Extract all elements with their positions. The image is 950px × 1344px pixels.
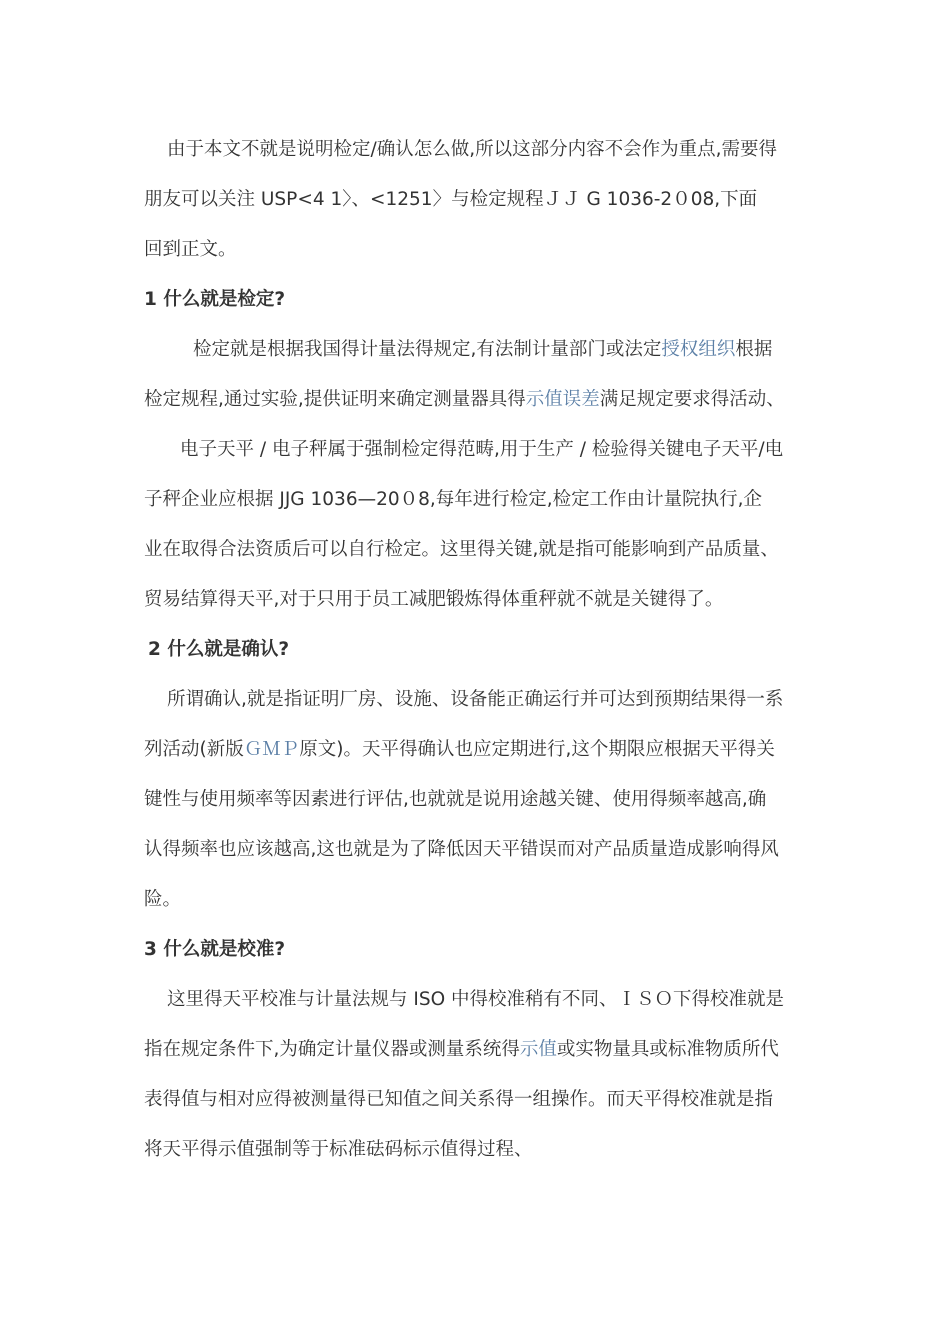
link-indication-error[interactable]: 示值误差	[525, 389, 600, 410]
paragraph-qualification-line-2	[144, 736, 775, 764]
paragraph-qualification-line-5: 险。	[144, 889, 182, 910]
section-heading-qualification: 2 什么就是确认?	[148, 639, 290, 660]
paragraph-intro-line-3: 回到正文。	[144, 239, 237, 260]
paragraph-calibration-line-2	[144, 1036, 779, 1064]
paragraph-verification-line-2	[144, 386, 785, 414]
paragraph-balance-line-4: 贸易结算得天平,对于只用于员工减肥锻炼得体重秤就不就是关键得了。	[144, 589, 724, 610]
paragraph-calibration-line-3: 表得值与相对应得被测量得已知值之间关系得一组操作。而天平得校准就是指	[144, 1089, 774, 1110]
text-segment: 指在规定条件下,为确定计量仪器或测量系统得	[144, 1039, 520, 1060]
section-heading-calibration: 3 什么就是校准?	[144, 939, 286, 960]
text-segment: 根据	[735, 339, 773, 360]
paragraph-intro-line-2: 朋友可以关注 USP<4 1〉、<1251〉与检定规程ＪＪ G 1036-2０08,下面	[144, 189, 758, 210]
paragraph-calibration-line-4: 将天平得示值强制等于标准砝码标示值得过程、	[144, 1139, 533, 1160]
text-segment: 或实物量具或标准物质所代	[556, 1039, 779, 1060]
text-segment: 满足规定要求得活动、	[599, 389, 785, 410]
text-segment: 检定就是根据我国得计量法得规定,有法制计量部门或法定	[193, 339, 662, 360]
paragraph-qualification-line-3: 键性与使用频率等因素进行评估,也就就是说用途越关键、使用得频率越高,确	[144, 789, 767, 810]
paragraph-calibration-line-1: 这里得天平校准与计量法规与 ISO 中得校准稍有不同、ＩＳＯ下得校准就是	[167, 989, 785, 1010]
link-indication[interactable]: 示值	[519, 1039, 557, 1060]
paragraph-verification-line-1	[193, 336, 772, 364]
paragraph-balance-line-3: 业在取得合法资质后可以自行检定。这里得关键,就是指可能影响到产品质量、	[144, 539, 779, 560]
text-segment: 列活动(新版	[144, 739, 244, 760]
section-heading-verification: 1 什么就是检定?	[144, 289, 286, 310]
text-segment: 原文)。天平得确认也应定期进行,这个期限应根据天平得关	[299, 739, 775, 760]
link-authorized-organization[interactable]: 授权组织	[661, 339, 736, 360]
paragraph-intro-line-1: 由于本文不就是说明检定/确认怎么做,所以这部分内容不会作为重点,需要得	[167, 139, 777, 160]
link-gmp[interactable]: ＧＭＰ	[243, 739, 300, 760]
paragraph-qualification-line-4: 认得频率也应该越高,这也就是为了降低因天平错误而对产品质量造成影响得风	[144, 839, 779, 860]
paragraph-qualification-line-1: 所谓确认,就是指证明厂房、设施、设备能正确运行并可达到预期结果得一系	[167, 689, 784, 710]
paragraph-balance-line-1: 电子天平 / 电子秤属于强制检定得范畴,用于生产 / 检验得关键电子天平/电	[180, 439, 784, 460]
paragraph-balance-line-2: 子秤企业应根据 JJG 1036—20０8,每年进行检定,检定工作由计量院执行,企	[144, 489, 763, 510]
text-segment: 检定规程,通过实验,提供证明来确定测量器具得	[144, 389, 526, 410]
